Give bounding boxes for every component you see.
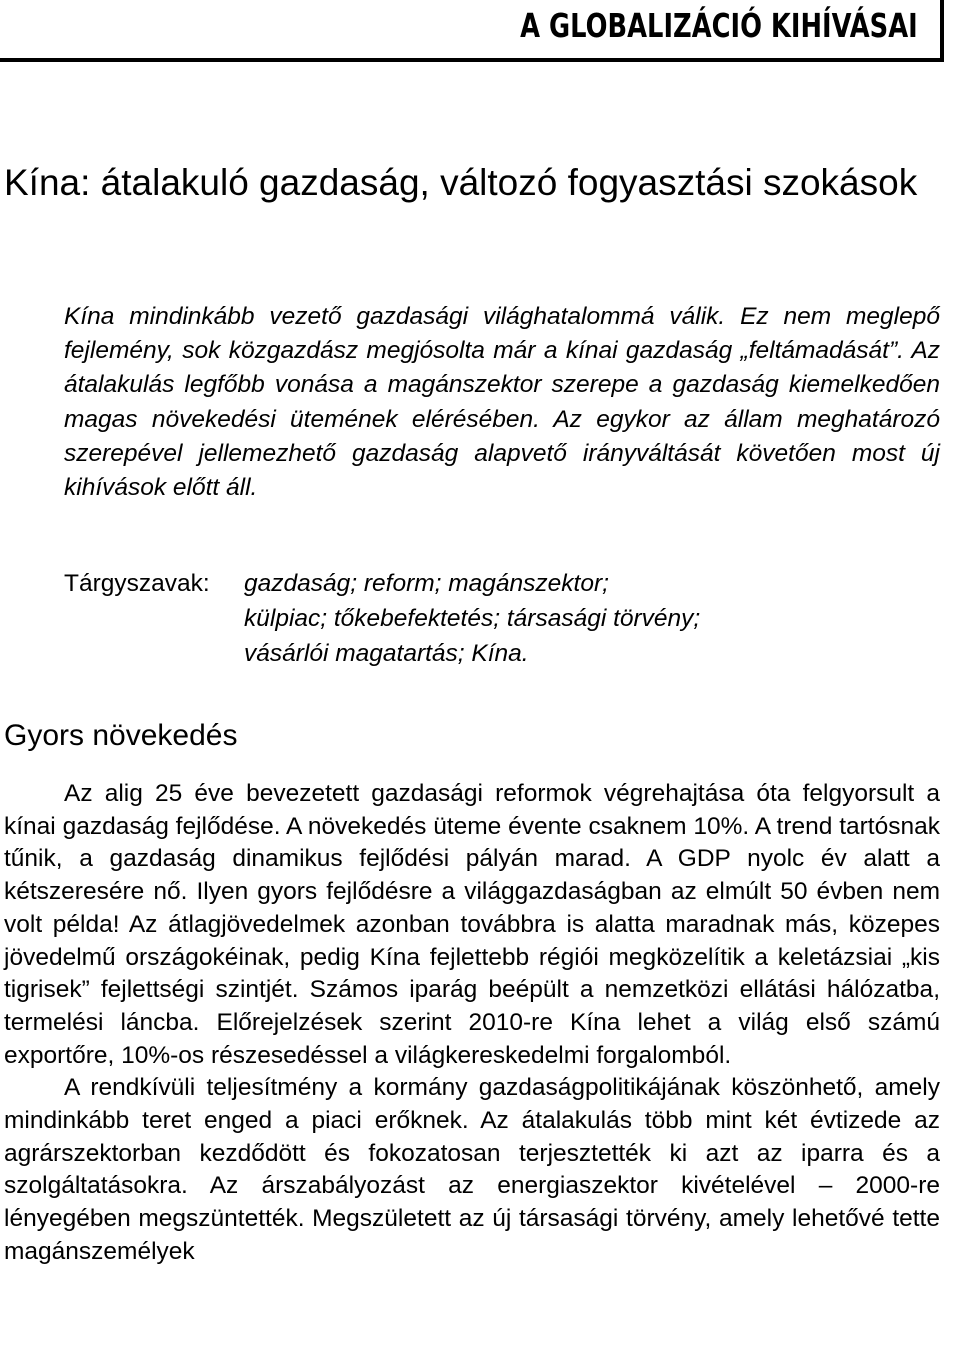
keywords-line: külpiac; tőkebefektetés; társasági törvény; (244, 605, 701, 632)
keywords-label: Tárgyszavak: (64, 570, 210, 597)
article-title: Kína: átalakuló gazdaság, változó fogyasztási szokások (4, 162, 918, 203)
article-body (4, 778, 940, 1269)
article-abstract: Kína mindinkább vezető gazdasági világhatalommá válik. Ez nem meglepő fejlemény, sok közgazdász megjósolta már a kínai gazdaság „feltámadását”. Az átalakulás legfőbb vonása a magánszektor szerepe a gazdaság kiemelkedően magas növekedési ütemének elérésében. Az egykor az állam meghatározó szerepével jellemezhető gazdaság alapvető irányváltását követően most új kihívások előtt áll. (64, 303, 940, 502)
body-paragraph: Az alig 25 éve bevezetett gazdasági reformok végrehajtása óta felgyorsult a kínai gazdaság fejlődése. A növekedés üteme évente csaknem 10%. A trend tartósnak tűnik, a gazdaság dinamikus fejlődési pályán marad. A GDP nyolc év alatt a kétszeresére nő. Ilyen gyors fejlődésre a világgazdaságban az elmúlt 50 évben nem volt példa! Az átlagjövedelmek azonban továbbra is alatta maradnak más, közepes jövedelmű országokéinak, pedig Kína fejlettebb régiói megközelítik a keletázsiai „kis tigrisek” fejlettségi szintjét. Számos iparág beépült a nemzetközi ellátási hálózatba, termelési láncba. Előrejelzések szerint 2010-re Kína lehet a világ első számú exportőre, 10%-os részesedéssel a világkereskedelmi forgalomból. (4, 780, 940, 1069)
keywords-line: gazdaság; reform; magánszektor; (244, 570, 609, 597)
keywords-list (244, 566, 700, 671)
section-title: A GLOBALIZÁCIÓ KIHÍVÁSAI (520, 6, 918, 45)
section-header (0, 0, 944, 62)
section-subheading: Gyors növekedés (4, 719, 238, 752)
body-paragraph: A rendkívüli teljesítmény a kormány gazdaságpolitikájának köszönhető, amely mindinkább teret enged a piaci erőknek. Az átalakulás több mint két évtizede az agrárszektorban kezdődött és fokozatosan terjesztették ki azt az iparra és a szolgáltatásokra. Az árszabályozást az energiaszektor kivételével – 2000-re lényegében megszüntették. Megszületett az új társasági törvény, amely lehetővé tette magánszemélyek (4, 1074, 940, 1265)
keywords-line: vásárlói magatartás; Kína. (244, 640, 529, 667)
